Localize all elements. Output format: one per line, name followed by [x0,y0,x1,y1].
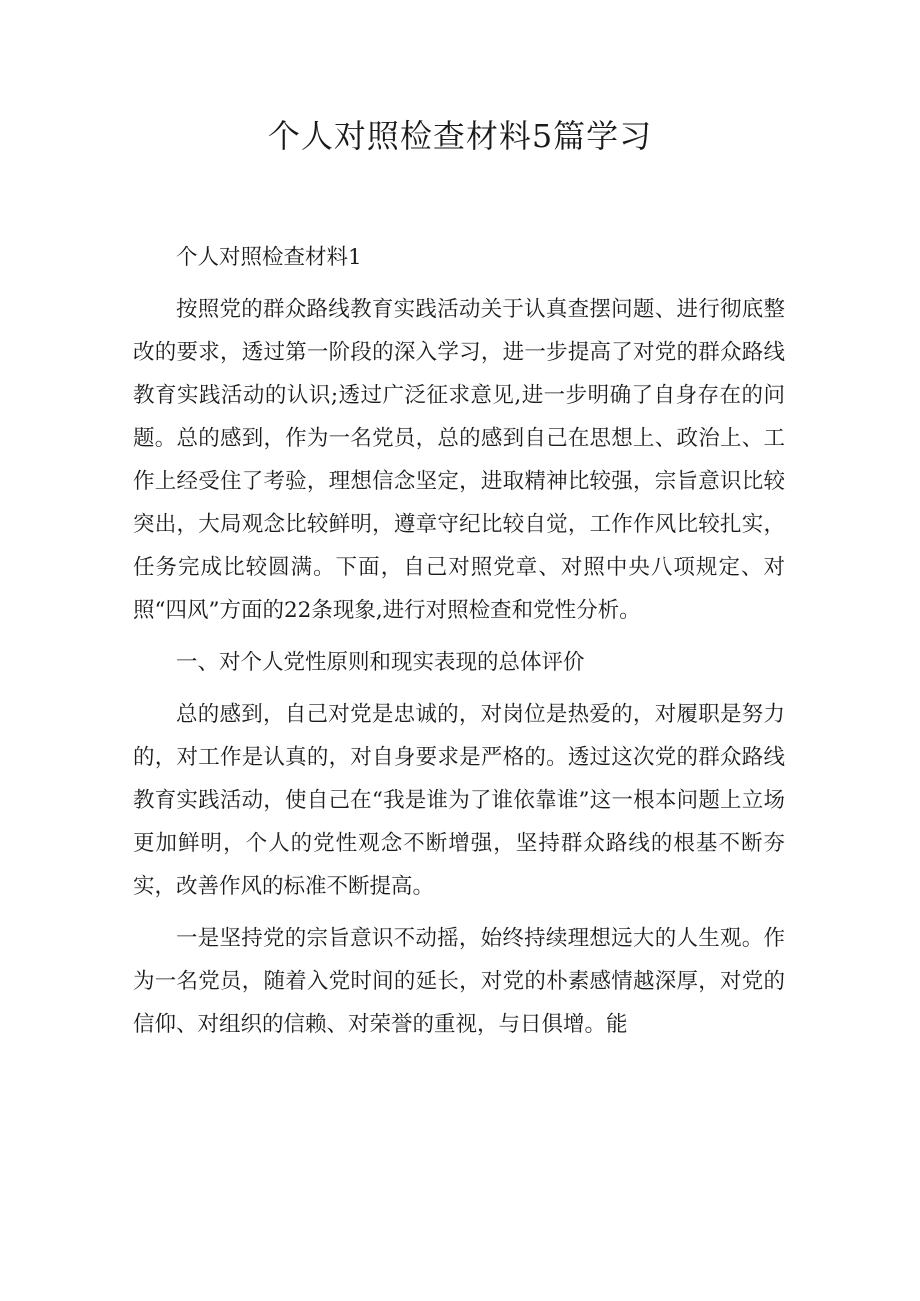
paragraph-intro: 按照党的群众路线教育实践活动关于认真查摆问题、进行彻底整改的要求，透过第一阶段的深入学习，进一步提高了对党的群众路线教育实践活动的认识;透过广泛征求意见,进一步明确了自身存在的问题。总的感到，作为一名党员，总的感到自己在思想上、政治上、工作上经受住了考验，理想信念坚定，进取精神比较强，宗旨意识比较突出，大局观念比较鲜明，遵章守纪比较自觉，工作作风比较扎实，任务完成比较圆满。下面，自己对照党章、对照中央八项规定、对照“四风”方面的22条现象,进行对照检查和党性分析。 [133,297,785,623]
document-body [133,236,785,1055]
section-heading-overall-evaluation: 一、对个人党性原则和现实表现的总体评价 [176,650,585,675]
document-title: 个人对照检查材料5篇学习 [267,117,653,155]
section-heading-material-1: 个人对照检查材料1 [176,245,362,270]
paragraph-overall-feeling: 总的感到，自己对党是忠诚的，对岗位是热爱的，对履职是努力的，对工作是认真的，对自身要求是严格的。透过这次党的群众路线教育实践活动，使自己在“我是谁为了谁依靠谁”这一根本问题上立场更加鲜明，个人的党性观念不断增强，坚持群众路线的根基不断夯实，改善作风的标准不断提高。 [133,702,785,899]
paragraph-point-one: 一是坚持党的宗旨意识不动摇，始终持续理想远大的人生观。作为一名党员，随着入党时间的延长，对党的朴素感情越深厚，对党的信仰、对组织的信赖、对荣誉的重视，与日俱增。能 [133,926,785,1037]
